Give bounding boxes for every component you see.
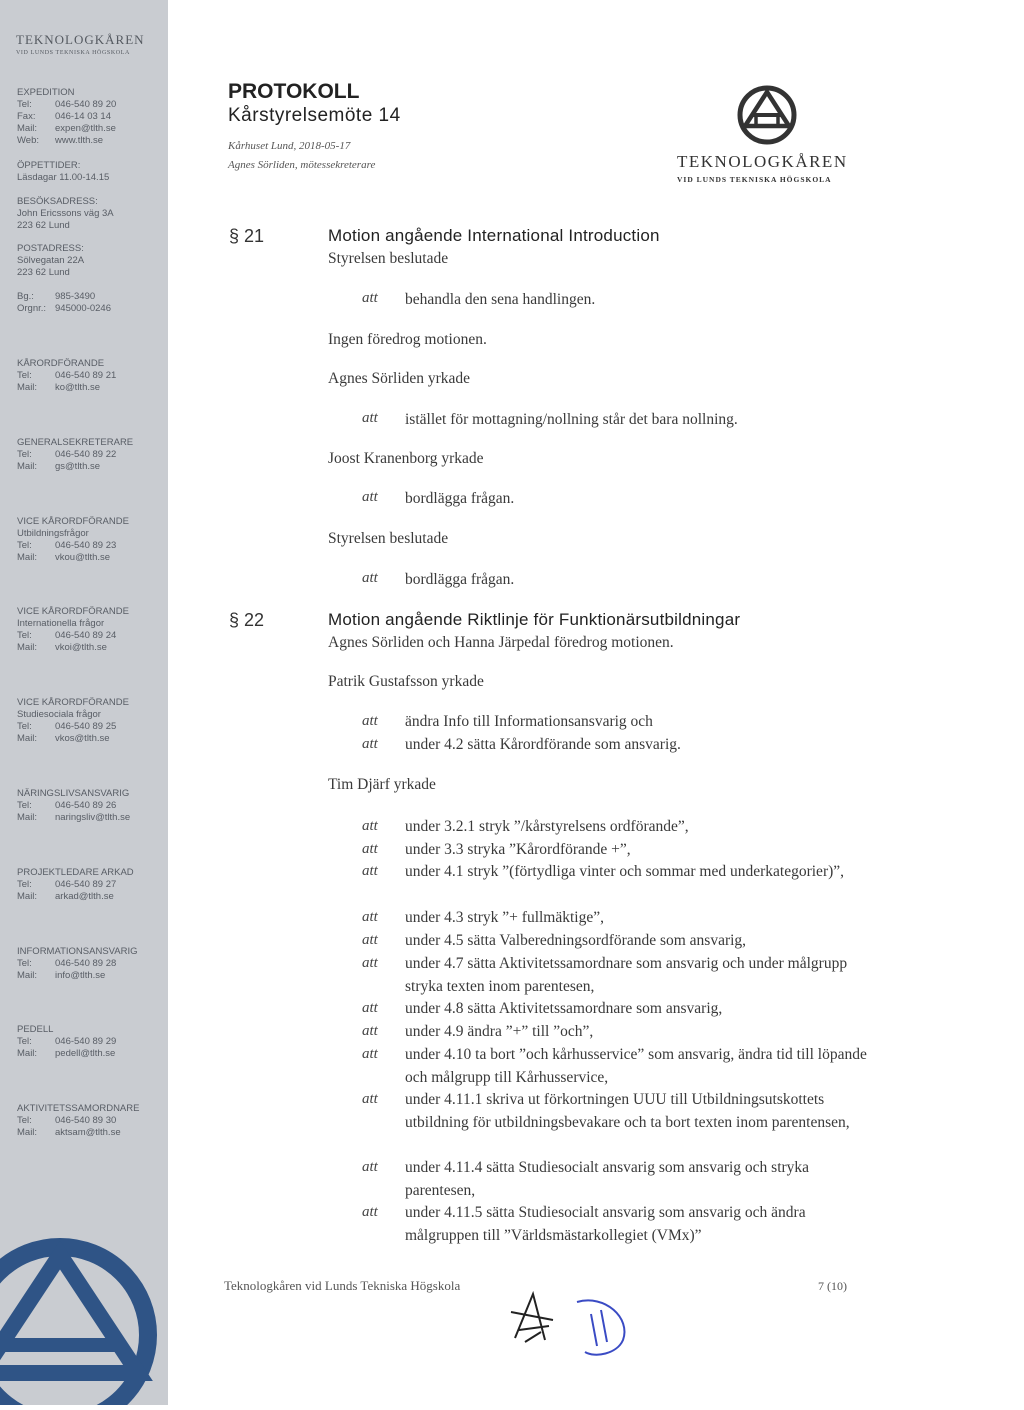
sidebar-contact-block bbox=[17, 291, 111, 315]
contact-value: aktsam@tlth.se bbox=[55, 1127, 121, 1138]
sidebar-block-heading: BESÖKSADRESS: bbox=[17, 196, 98, 207]
contact-label: Sölvegatan 22A bbox=[17, 255, 85, 266]
sidebar-brand-sub: VID LUNDS TEKNISKA HÖGSKOLA bbox=[16, 50, 130, 56]
footer-org: Teknologkåren vid Lunds Tekniska Högskola bbox=[224, 1278, 461, 1293]
sidebar-block-heading: EXPEDITION bbox=[17, 87, 75, 98]
paragraph: Joost Kranenborg yrkade bbox=[328, 450, 484, 467]
att-label: att bbox=[362, 713, 378, 729]
contact-label: 223 62 Lund bbox=[17, 220, 70, 231]
org-name: TEKNOLOGKÅREN bbox=[677, 152, 848, 171]
motion-clause: under 4.8 sätta Aktivitetssamordnare som ansvarig, bbox=[405, 1000, 723, 1017]
paragraph: Agnes Sörliden yrkade bbox=[328, 370, 471, 387]
motion-clause: bordlägga frågan. bbox=[405, 490, 515, 507]
place-date: Kårhuset Lund, 2018-05-17 bbox=[228, 140, 351, 152]
sidebar-block-heading: VICE KÅRORDFÖRANDE bbox=[17, 697, 129, 708]
motion-clause: under 4.11.1 skriva ut förkortningen UUU till Utbildningsutskottets utbildning för utbildningsbevakare och ta bort texten inom parentensen, bbox=[405, 1091, 850, 1131]
sidebar-contact-row bbox=[17, 891, 134, 903]
paragraph: Styrelsen beslutade bbox=[328, 250, 449, 267]
sidebar-contact-row bbox=[17, 220, 114, 232]
decision-clause: behandla den sena handlingen. bbox=[405, 291, 596, 308]
sidebar-contact-row bbox=[17, 382, 116, 394]
section-22-number: § 22 bbox=[229, 610, 265, 630]
motion-clause: under 4.3 stryk ”+ fullmäktige”, bbox=[405, 909, 604, 926]
sidebar-contact-row bbox=[17, 135, 116, 147]
sidebar-block-heading: PEDELL bbox=[17, 1024, 54, 1035]
contact-label: Tel: bbox=[17, 99, 32, 110]
att-label: att bbox=[362, 1091, 378, 1107]
att-label: att bbox=[362, 1000, 378, 1016]
paragraph: Tim Djärf yrkade bbox=[328, 776, 436, 793]
att-label: att bbox=[362, 863, 378, 879]
contact-label: Mail: bbox=[17, 733, 38, 744]
att-label: att bbox=[362, 1046, 378, 1062]
paragraph: Ingen föredrog motionen. bbox=[328, 331, 487, 348]
sidebar-contact-block bbox=[17, 867, 134, 903]
motion-clause: under 4.10 ta bort ”och kårhusservice” som ansvarig, ändra tid till löpande och målgrupp till Kårhusservice, bbox=[405, 1046, 867, 1086]
contact-label: Tel: bbox=[17, 721, 32, 732]
motion-clause: under 4.2 sätta Kårordförande som ansvarig. bbox=[405, 736, 681, 753]
sidebar-contact-row bbox=[17, 111, 116, 123]
motion-clause: ändra Info till Informationsansvarig och bbox=[405, 713, 653, 730]
sidebar-contact-block bbox=[17, 243, 84, 279]
contact-value: 046-540 89 23 bbox=[55, 540, 117, 551]
contact-value: vkoi@tlth.se bbox=[55, 642, 107, 653]
sidebar-contact-row bbox=[17, 291, 111, 303]
org-subtitle: VID LUNDS TEKNISKA HÖGSKOLA bbox=[677, 175, 832, 184]
sidebar-contact-row bbox=[17, 1115, 139, 1127]
paragraph: Patrik Gustafsson yrkade bbox=[328, 673, 484, 690]
sidebar-block-heading: VICE KÅRORDFÖRANDE bbox=[17, 516, 129, 527]
sidebar-brand: TEKNOLOGKÅREN bbox=[16, 32, 145, 47]
att-label: att bbox=[362, 1023, 378, 1039]
contact-label: Tel: bbox=[17, 958, 32, 969]
contact-value: 945000-0246 bbox=[55, 303, 111, 314]
sidebar-contact-row bbox=[17, 642, 129, 654]
contact-label: Fax: bbox=[17, 111, 36, 122]
sidebar-contact-row bbox=[17, 630, 129, 642]
sidebar-block-heading: ÖPPETTIDER: bbox=[17, 160, 81, 171]
contact-label: Mail: bbox=[17, 1048, 38, 1059]
contact-label: Mail: bbox=[17, 552, 38, 563]
sidebar-contact-row bbox=[17, 303, 111, 315]
sidebar-contact-row bbox=[17, 970, 138, 982]
sidebar-contact-row bbox=[17, 123, 116, 135]
meeting-subtitle: Kårstyrelsemöte 14 bbox=[228, 105, 401, 126]
teknologkaren-emblem-icon bbox=[0, 1235, 160, 1405]
sidebar-contact-row bbox=[17, 255, 84, 267]
contact-value: 046-540 89 20 bbox=[55, 99, 117, 110]
contact-value: gs@tlth.se bbox=[55, 461, 101, 472]
sidebar-contact-block bbox=[17, 87, 116, 147]
sidebar-contact-row bbox=[17, 172, 109, 184]
contact-label: Mail: bbox=[17, 812, 38, 823]
sidebar-contact-row bbox=[17, 267, 84, 279]
sidebar-contact-block bbox=[17, 196, 114, 232]
sidebar-contact-row bbox=[17, 1127, 139, 1139]
sidebar-block-heading: INFORMATIONSANSVARIG bbox=[17, 946, 138, 957]
sidebar-contact-row bbox=[17, 540, 129, 552]
section-22-title: Motion angående Riktlinje för Funktionärsutbildningar bbox=[328, 610, 741, 629]
motion-clause: under 4.1 stryk ”(förtydliga vinter och sommar med underkategorier)”, bbox=[405, 863, 845, 880]
page-number: 7 (10) bbox=[818, 1279, 847, 1293]
contact-value: 046-540 89 28 bbox=[55, 958, 117, 969]
decision-clause: bordlägga frågan. bbox=[405, 571, 515, 588]
sidebar-contact-block bbox=[17, 358, 116, 394]
section-21-number: § 21 bbox=[229, 226, 265, 246]
contact-value: 046-540 89 27 bbox=[55, 879, 117, 890]
motion-clause: under 4.11.4 sätta Studiesocialt ansvarig som ansvarig och stryka parentesen, bbox=[405, 1159, 810, 1199]
sidebar-contact-row bbox=[17, 370, 116, 382]
sidebar-contact-block bbox=[17, 606, 129, 654]
contact-value: www.tlth.se bbox=[55, 135, 104, 146]
paragraph: Agnes Sörliden och Hanna Järpedal föredrog motionen. bbox=[328, 634, 674, 651]
motion-clause: istället för mottagning/nollning står det bara nollning. bbox=[405, 411, 738, 428]
sidebar-contact-row bbox=[17, 449, 133, 461]
contact-label: John Ericssons väg 3A bbox=[17, 208, 114, 219]
contact-value: naringsliv@tlth.se bbox=[55, 812, 131, 823]
sidebar-contact-row bbox=[17, 879, 134, 891]
contact-value: arkad@tlth.se bbox=[55, 891, 114, 902]
sidebar-block-subheading: Studiesociala frågor bbox=[17, 709, 101, 720]
att-label: att bbox=[362, 841, 378, 857]
motion-clause: under 4.9 ändra ”+” till ”och”, bbox=[405, 1023, 594, 1040]
contact-value: ko@tlth.se bbox=[55, 382, 101, 393]
sidebar-contact-block bbox=[17, 1103, 139, 1139]
motion-clause: under 3.2.1 stryk ”/kårstyrelsens ordförande”, bbox=[405, 818, 689, 835]
handwritten-signature-2 bbox=[565, 1292, 635, 1362]
sidebar-block-subheading: Utbildningsfrågor bbox=[17, 528, 89, 539]
contact-label: Bg.: bbox=[17, 291, 34, 302]
contact-value: 046-540 89 25 bbox=[55, 721, 117, 732]
contact-label: Mail: bbox=[17, 642, 38, 653]
sidebar-contact-row bbox=[17, 1048, 116, 1060]
contact-label: Tel: bbox=[17, 370, 32, 381]
contact-label: Mail: bbox=[17, 1127, 38, 1138]
sidebar-contact-row bbox=[17, 99, 116, 111]
contact-label: Mail: bbox=[17, 970, 38, 981]
sidebar-block-subheading: Internationella frågor bbox=[17, 618, 105, 629]
att-label: att bbox=[362, 570, 378, 586]
sidebar-contact-block bbox=[17, 946, 138, 982]
motion-clause: under 4.5 sätta Valberedningsordförande som ansvarig, bbox=[405, 932, 747, 949]
contact-value: 985-3490 bbox=[55, 291, 96, 302]
sidebar-block-heading: GENERALSEKRETERARE bbox=[17, 437, 134, 448]
contact-label: Tel: bbox=[17, 1115, 32, 1126]
sidebar-block-heading: PROJEKTLEDARE ARKAD bbox=[17, 867, 134, 878]
sidebar-contact-row bbox=[17, 721, 129, 733]
sidebar-block-heading: NÄRINGSLIVSANSVARIG bbox=[17, 788, 130, 799]
sidebar-contact-row bbox=[17, 958, 138, 970]
contact-label: Tel: bbox=[17, 540, 32, 551]
att-label: att bbox=[362, 290, 378, 306]
contact-label: Tel: bbox=[17, 630, 32, 641]
contact-value: 046-540 89 26 bbox=[55, 800, 117, 811]
sidebar-contact-row bbox=[17, 812, 130, 824]
motion-clause: under 4.11.5 sätta Studiesocialt ansvarig som ansvarig och ändra målgruppen till ”Världsmästarkollegiet (VMx)” bbox=[405, 1204, 806, 1244]
att-label: att bbox=[362, 932, 378, 948]
contact-label: 223 62 Lund bbox=[17, 267, 70, 278]
contact-value: pedell@tlth.se bbox=[55, 1048, 116, 1059]
contact-value: info@tlth.se bbox=[55, 970, 106, 981]
contact-label: Mail: bbox=[17, 382, 38, 393]
sidebar-contact-block bbox=[17, 788, 130, 824]
sidebar-block-heading: POSTADRESS: bbox=[17, 243, 84, 254]
sidebar-block-heading: VICE KÅRORDFÖRANDE bbox=[17, 606, 129, 617]
sidebar-contact-row bbox=[17, 461, 133, 473]
contact-label: Web: bbox=[17, 135, 40, 146]
contact-value: 046-540 89 30 bbox=[55, 1115, 117, 1126]
letterhead-sidebar bbox=[0, 0, 168, 1405]
att-label: att bbox=[362, 489, 378, 505]
contact-value: expen@tlth.se bbox=[55, 123, 116, 134]
att-label: att bbox=[362, 736, 378, 752]
sidebar-contact-row bbox=[17, 733, 129, 745]
att-label: att bbox=[362, 909, 378, 925]
sidebar-block-heading: AKTIVITETSSAMORDNARE bbox=[17, 1103, 140, 1114]
sidebar-contact-block bbox=[17, 697, 129, 745]
contact-value: vkos@tlth.se bbox=[55, 733, 110, 744]
paragraph: Styrelsen beslutade bbox=[328, 530, 449, 547]
contact-value: 046-540 89 29 bbox=[55, 1036, 117, 1047]
sidebar-contact-block bbox=[17, 160, 109, 184]
contact-label: Tel: bbox=[17, 449, 32, 460]
contact-value: 046-540 89 21 bbox=[55, 370, 117, 381]
teknologkaren-logo-icon bbox=[736, 84, 798, 146]
sidebar-contact-row bbox=[17, 800, 130, 812]
section-21-title: Motion angående International Introduction bbox=[328, 226, 660, 245]
sidebar-contact-row bbox=[17, 208, 114, 220]
att-label: att bbox=[362, 1159, 378, 1175]
sidebar-contact-block bbox=[17, 437, 133, 473]
page-title: PROTOKOLL bbox=[228, 80, 360, 103]
contact-label: Läsdagar 11.00-14.15 bbox=[17, 172, 110, 183]
contact-label: Mail: bbox=[17, 461, 38, 472]
motion-clause: under 3.3 stryka ”Kårordförande +”, bbox=[405, 841, 631, 858]
att-label: att bbox=[362, 955, 378, 971]
contact-label: Mail: bbox=[17, 123, 38, 134]
att-label: att bbox=[362, 818, 378, 834]
contact-value: 046-540 89 22 bbox=[55, 449, 117, 460]
sidebar-block-heading: KÅRORDFÖRANDE bbox=[17, 358, 105, 369]
contact-label: Tel: bbox=[17, 879, 32, 890]
motion-clause: under 4.7 sätta Aktivitetssamordnare som ansvarig och under målgrupp stryka texten inom parentesen, bbox=[405, 955, 848, 995]
contact-label: Tel: bbox=[17, 800, 32, 811]
contact-value: 046-14 03 14 bbox=[55, 111, 111, 122]
secretary-line: Agnes Sörliden, mötessekreterare bbox=[228, 159, 376, 171]
sidebar-contact-row bbox=[17, 552, 129, 564]
contact-label: Mail: bbox=[17, 891, 38, 902]
contact-value: 046-540 89 24 bbox=[55, 630, 117, 641]
sidebar-contact-row bbox=[17, 1036, 116, 1048]
sidebar-contact-block bbox=[17, 516, 129, 564]
contact-label: Orgnr.: bbox=[17, 303, 47, 314]
att-label: att bbox=[362, 1204, 378, 1220]
att-label: att bbox=[362, 410, 378, 426]
contact-value: vkou@tlth.se bbox=[55, 552, 111, 563]
sidebar-contact-block bbox=[17, 1024, 116, 1060]
handwritten-signature-1 bbox=[505, 1290, 560, 1350]
contact-label: Tel: bbox=[17, 1036, 32, 1047]
